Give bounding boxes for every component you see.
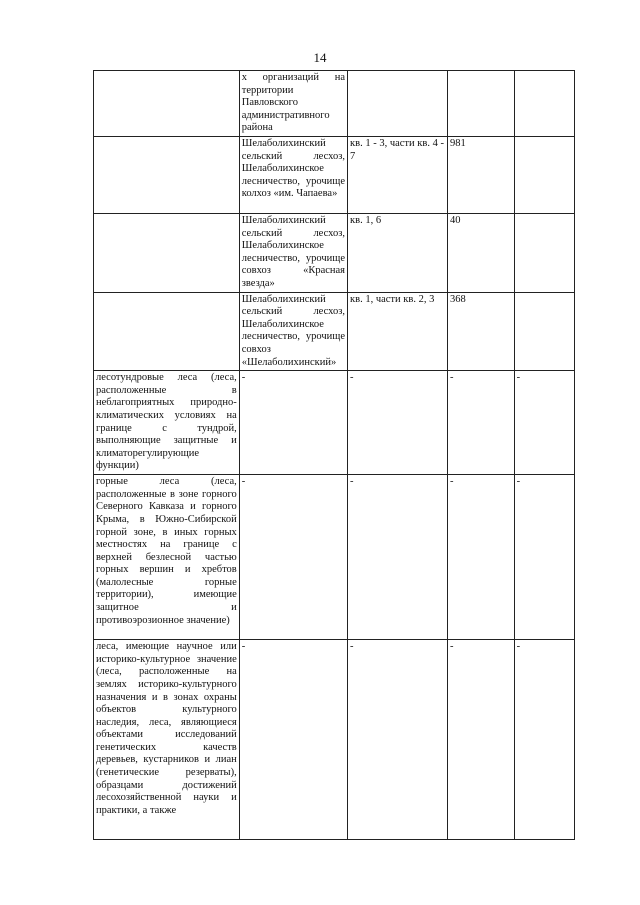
area-cell bbox=[447, 71, 514, 137]
category-cell: леса, имеющие научное или историко-культурное значение (леса, расположенные на землях историко-культурного назначения и в зонах охраны объектов культурного наследия, леса, являющиеся объектами исследований генетических качеств деревьев, кустарников и лиан (генетические резерваты), образцами достижений лесохозяйственной науки и практики, а также bbox=[94, 640, 240, 840]
note-cell bbox=[514, 137, 574, 214]
table-row bbox=[94, 640, 575, 840]
quarters-cell: - bbox=[348, 640, 448, 840]
table-row bbox=[94, 475, 575, 640]
note-cell bbox=[514, 214, 574, 293]
category-cell: лесотундровые леса (леса, расположенные в неблагоприятных природно-климатических условиях на границе с тундрой, выполняющие защитные и климаторегулирующие функции) bbox=[94, 371, 240, 475]
table-row bbox=[94, 71, 575, 137]
note-cell bbox=[514, 292, 574, 371]
area-cell: 40 bbox=[447, 214, 514, 293]
quarters-cell: кв. 1, части кв. 2, 3 bbox=[348, 292, 448, 371]
area-cell: 368 bbox=[447, 292, 514, 371]
area-cell: - bbox=[447, 475, 514, 640]
category-cell bbox=[94, 292, 240, 371]
quarters-cell: - bbox=[348, 475, 448, 640]
table-row bbox=[94, 292, 575, 371]
page-number: 14 bbox=[313, 50, 327, 65]
category-cell: горные леса (леса, расположенные в зоне горного Северного Кавказа и горного Крыма, в Южно-Сибирской горной зоне, в иных горных местностях на границе с верхней безлесной частью горных вершин и хребтов (малолесные горные территории), имеющие защитное и противоэрозионное значение) bbox=[94, 475, 240, 640]
category-cell bbox=[94, 137, 240, 214]
area-cell: - bbox=[447, 371, 514, 475]
area-cell: 981 bbox=[447, 137, 514, 214]
quarters-cell: кв. 1 - 3, части кв. 4 - 7 bbox=[348, 137, 448, 214]
location-cell: - bbox=[239, 640, 347, 840]
quarters-cell bbox=[348, 71, 448, 137]
note-cell: - bbox=[514, 475, 574, 640]
location-cell: х организаций на территории Павловского административного района bbox=[239, 71, 347, 137]
table-row bbox=[94, 371, 575, 475]
table-row bbox=[94, 214, 575, 293]
location-cell: Шелаболихинский сельский лесхоз, Шелаболихинское лесничество, урочище совхоз «Красная звезда» bbox=[239, 214, 347, 293]
quarters-cell: - bbox=[348, 371, 448, 475]
area-cell: - bbox=[447, 640, 514, 840]
location-cell: - bbox=[239, 371, 347, 475]
category-cell bbox=[94, 214, 240, 293]
forest-table bbox=[93, 70, 575, 840]
note-cell bbox=[514, 71, 574, 137]
note-cell: - bbox=[514, 640, 574, 840]
note-cell: - bbox=[514, 371, 574, 475]
location-cell: - bbox=[239, 475, 347, 640]
location-cell: Шелаболихинский сельский лесхоз, Шелаболихинское лесничество, урочище совхоз «Шелаболихинский» bbox=[239, 292, 347, 371]
location-cell: Шелаболихинский сельский лесхоз, Шелаболихинское лесничество, урочище колхоз «им. Чапаева» bbox=[239, 137, 347, 214]
category-cell bbox=[94, 71, 240, 137]
table-row bbox=[94, 137, 575, 214]
quarters-cell: кв. 1, 6 bbox=[348, 214, 448, 293]
